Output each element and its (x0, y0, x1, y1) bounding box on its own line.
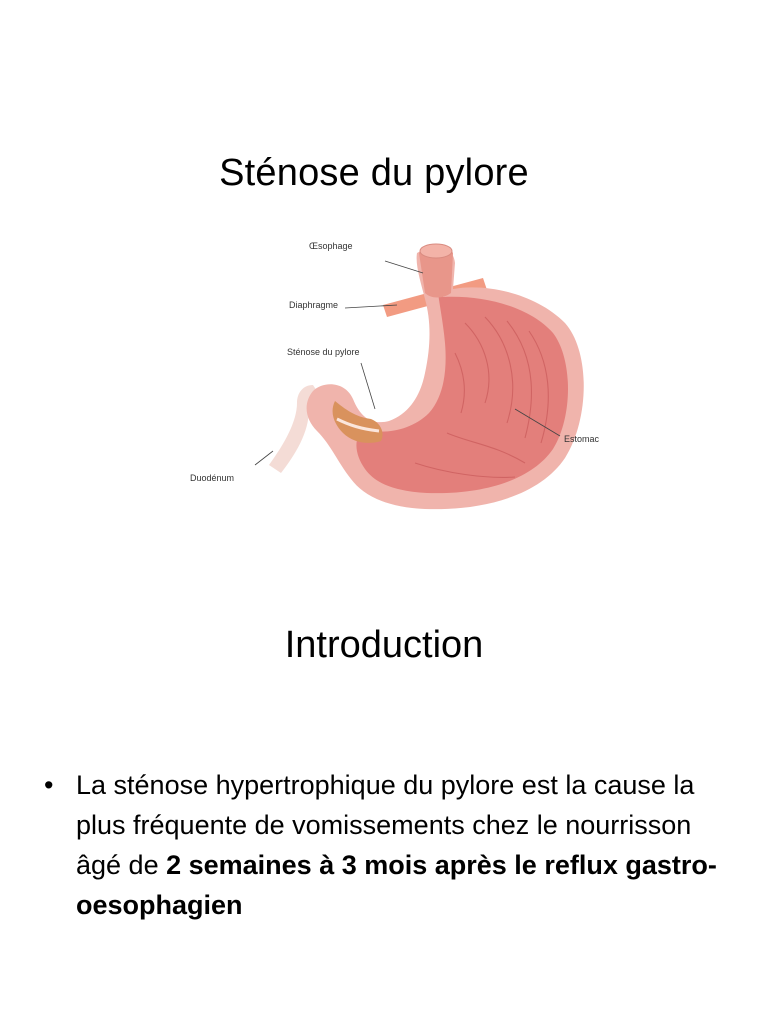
stomach-diagram (185, 233, 615, 515)
bullet-text-bold: 2 semaines à 3 mois après le reflux gastro-oesophagien (76, 850, 717, 920)
label-duodenum: Duodénum (190, 473, 235, 483)
label-oesophagus: Œsophage (309, 241, 353, 251)
bullet-item (44, 765, 734, 925)
stomach-inner (356, 267, 568, 493)
bullet-marker: • (44, 770, 54, 800)
bullet-text: La sténose hypertrophique du pylore est la cause la plus fréquente de vomissements chez le nourrisson âgé de (76, 770, 695, 880)
slide-title: Sténose du pylore (219, 152, 529, 194)
bullet-list (44, 765, 734, 925)
label-stomach: Estomac (564, 434, 600, 444)
section-heading: Introduction (284, 624, 484, 666)
label-stenosis: Sténose du pylore (287, 347, 360, 357)
label-diaphragm: Diaphragme (289, 300, 339, 310)
